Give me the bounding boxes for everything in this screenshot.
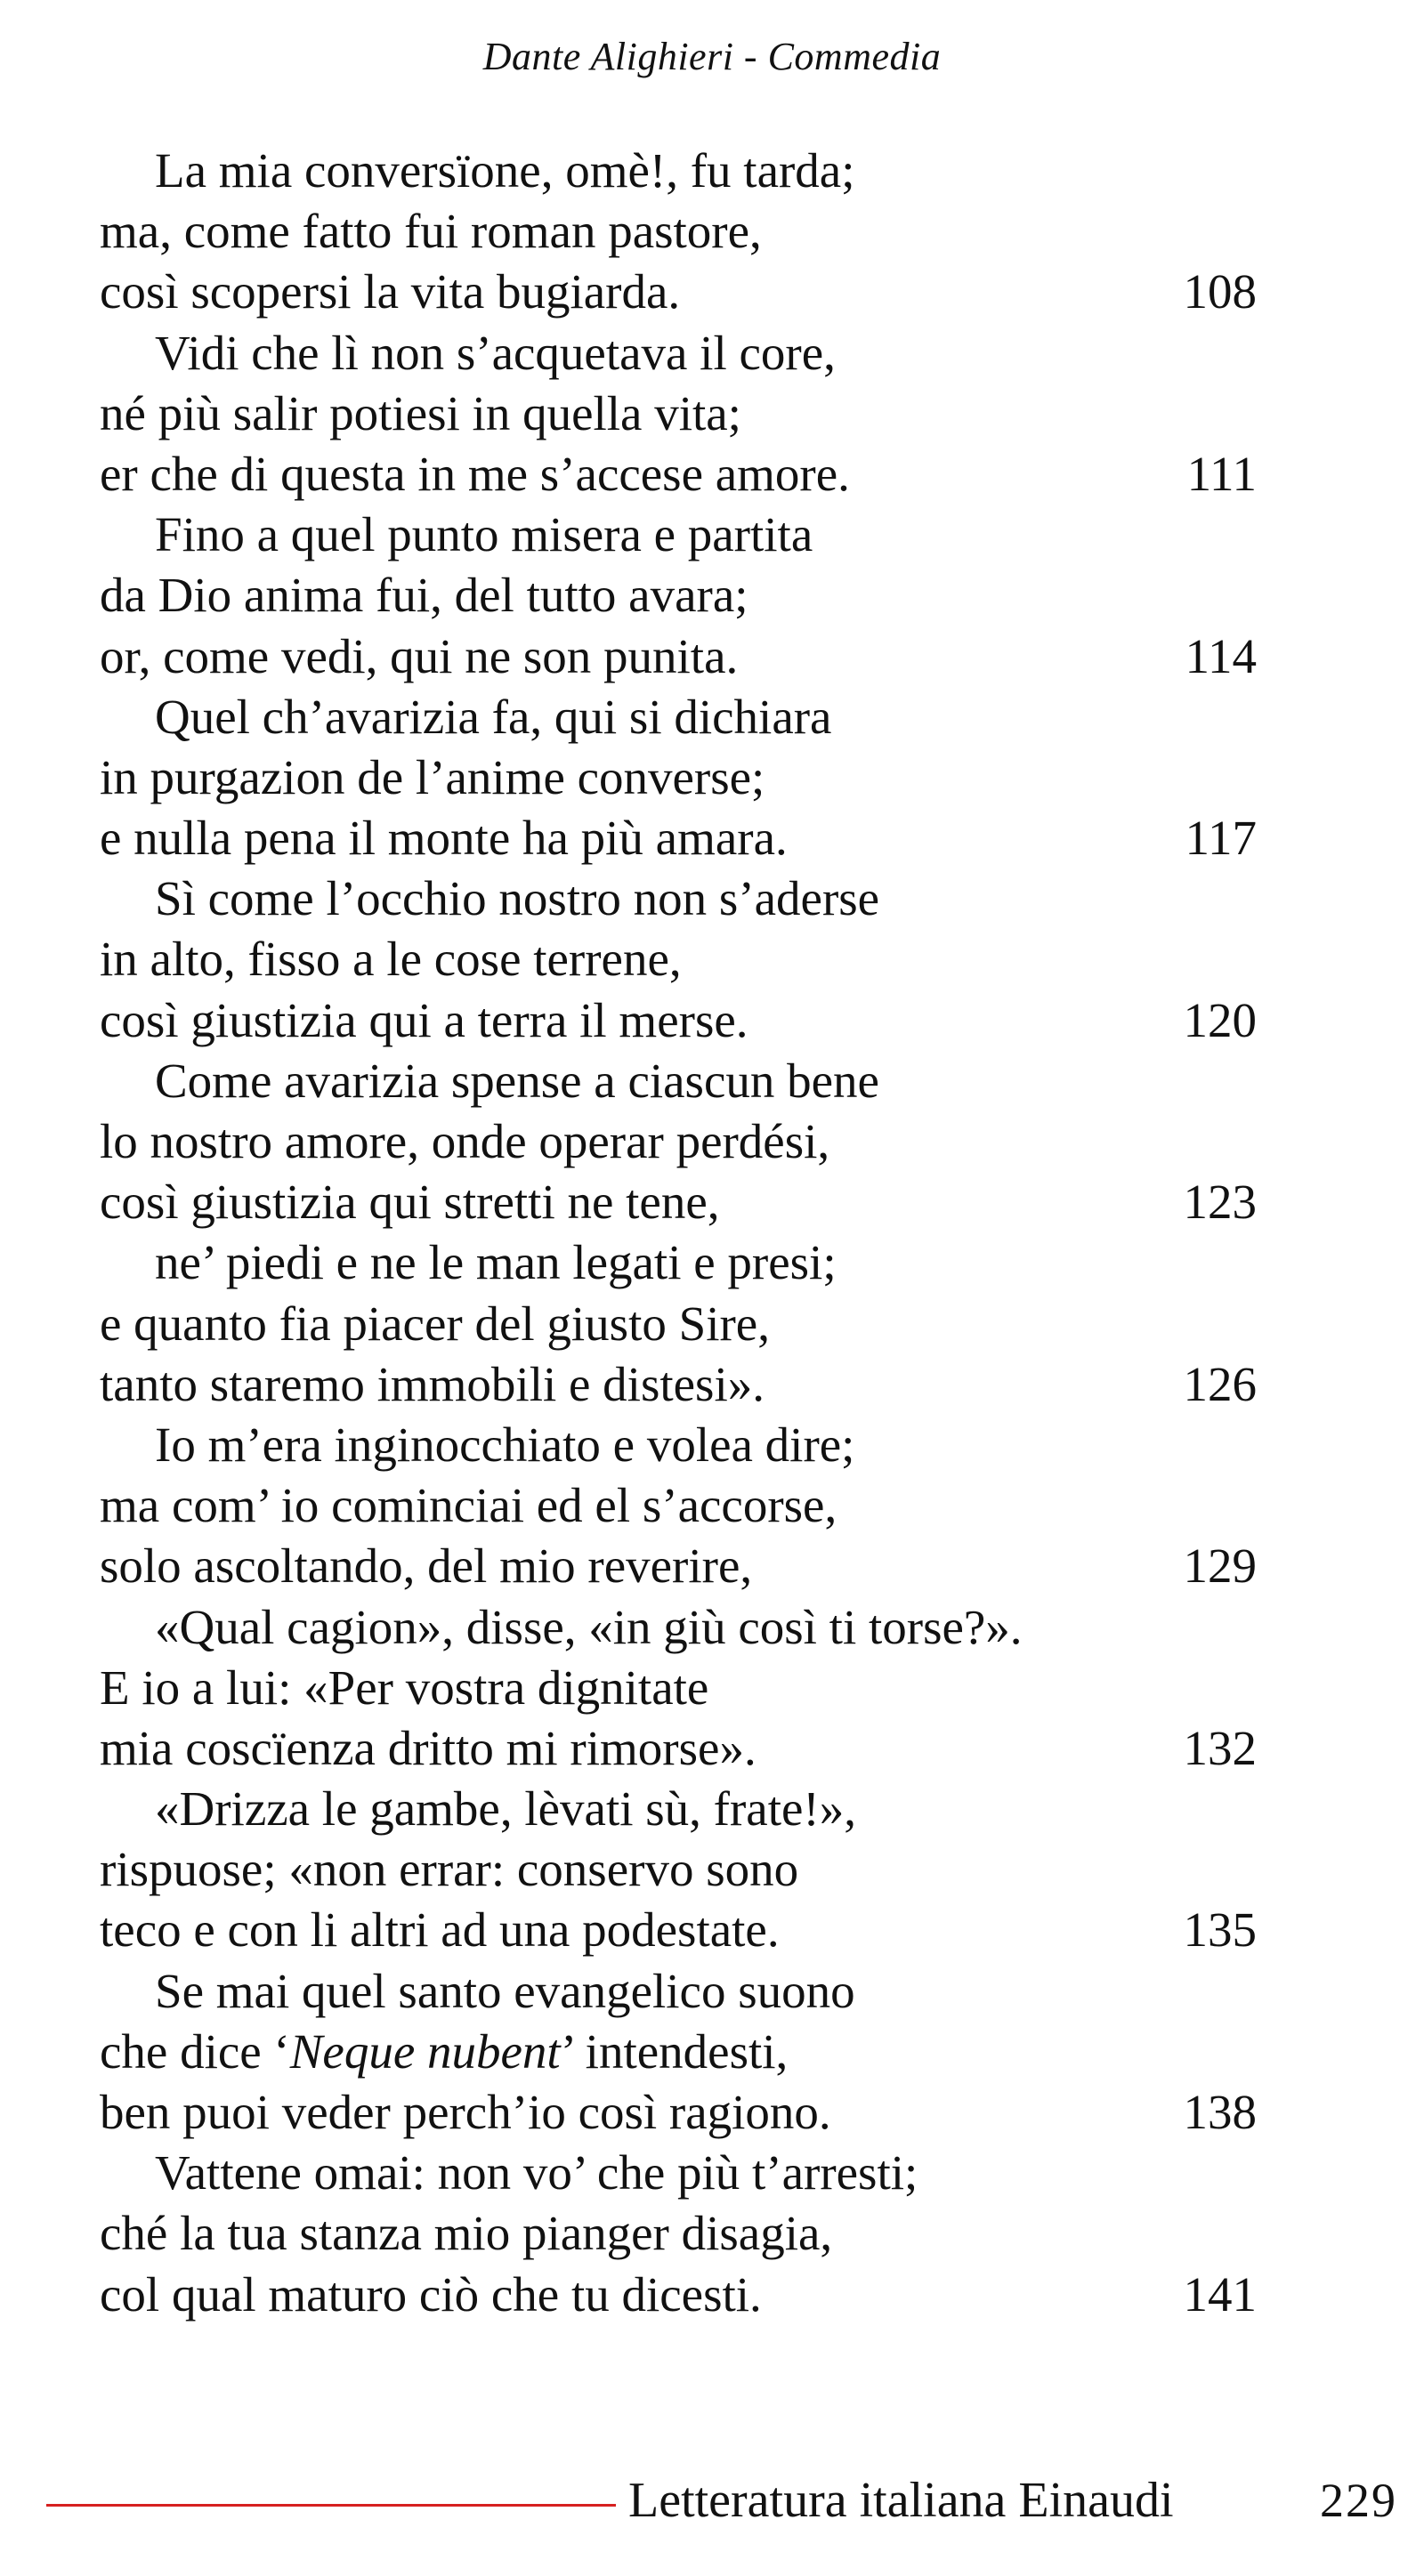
verse-text: Sì come l’occhio nostro non s’aderse	[155, 871, 880, 926]
verse-text: così giustizia qui a terra il merse.	[100, 992, 748, 1047]
verse-text: Fino a quel punto misera e partita	[155, 507, 813, 562]
verse-line	[100, 2082, 1257, 2143]
verse-text: Come avarizia spense a ciascun bene	[155, 1053, 879, 1108]
verse-line	[100, 990, 1257, 1051]
verse-text: in alto, fisso a le cose terrene,	[100, 932, 682, 987]
verse-line	[100, 505, 1257, 565]
verse-number: 117	[1185, 811, 1257, 866]
verse-line	[100, 687, 1257, 747]
verse-text: ma, come fatto fui roman pastore,	[100, 204, 762, 259]
verse-line	[100, 1779, 1257, 1839]
verse-text: ne’ piedi e ne le man legati e presi;	[155, 1235, 837, 1290]
poem-text	[100, 141, 1257, 2325]
verse-line	[100, 1051, 1257, 1111]
verse-line	[100, 1900, 1257, 1960]
verse-line	[100, 1536, 1257, 1596]
verse-line	[100, 565, 1257, 626]
page-footer	[0, 2465, 1424, 2536]
verse-text: lo nostro amore, onde operar perdési,	[100, 1114, 830, 1168]
verse-text: né più salir potiesi in quella vita;	[100, 385, 741, 440]
verse-line	[100, 929, 1257, 989]
verse-text: Se mai quel santo evangelico suono	[155, 1963, 855, 2018]
verse-text: rispuose; «non errar: conservo sono	[100, 1842, 799, 1897]
verse-text: ben puoi veder perch’io così ragiono.	[100, 2085, 831, 2139]
verse-line	[100, 747, 1257, 808]
verse-text: e quanto fia piacer del giusto Sire,	[100, 1296, 770, 1351]
verse-line	[100, 201, 1257, 262]
verse-number: 132	[1183, 1720, 1257, 1775]
verse-line	[100, 384, 1257, 444]
verse-line	[100, 868, 1257, 929]
verse-text: in purgazion de l’anime converse;	[100, 749, 765, 804]
verse-number: 126	[1183, 1356, 1257, 1411]
verse-number: 135	[1183, 1902, 1257, 1958]
verse-line	[100, 1839, 1257, 1900]
verse-line	[100, 1111, 1257, 1172]
verse-line	[100, 626, 1257, 687]
verse-number: 141	[1183, 2266, 1257, 2322]
verse-text: La mia conversïone, omè!, fu tarda;	[155, 143, 855, 198]
verse-text: «Qual cagion», disse, «in giù così ti torse?».	[155, 1599, 1023, 1654]
verse-line	[100, 141, 1257, 201]
verse-text: da Dio anima fui, del tutto avara;	[100, 568, 748, 623]
verse-text: col qual maturo ciò che tu dicesti.	[100, 2266, 762, 2322]
verse-line	[100, 1172, 1257, 1232]
running-header: Dante Alighieri - Commedia	[482, 35, 942, 78]
verse-number: 111	[1186, 446, 1257, 501]
verse-number: 108	[1183, 264, 1257, 319]
verse-text: teco e con li altri ad una podestate.	[100, 1902, 780, 1958]
verse-line	[100, 2265, 1257, 2325]
footer-rule	[46, 2504, 616, 2507]
verse-text: er che di questa in me s’accese amore.	[100, 446, 850, 501]
verse-line	[100, 1658, 1257, 1718]
verse-text: solo ascoltando, del mio reverire,	[100, 1538, 753, 1594]
verse-line	[100, 808, 1257, 868]
verse-line	[100, 1475, 1257, 1536]
verse-line	[100, 323, 1257, 384]
verse-text: che dice ‘Neque nubent’ intendesti,	[100, 2023, 789, 2079]
verse-line	[100, 1961, 1257, 2022]
verse-line	[100, 1597, 1257, 1658]
verse-line	[100, 1415, 1257, 1475]
verse-text: E io a lui: «Per vostra dignitate	[100, 1659, 709, 1715]
verse-text: e nulla pena il monte ha più amara.	[100, 811, 788, 866]
verse-text: Vattene omai: non vo’ che più t’arresti;	[155, 2145, 918, 2201]
verse-text: Io m’era inginocchiato e volea dire;	[155, 1417, 855, 1472]
verse-text: così scopersi la vita bugiarda.	[100, 264, 681, 319]
verse-text: tanto staremo immobili e distesi».	[100, 1356, 765, 1411]
verse-number: 114	[1185, 628, 1257, 683]
verse-line	[100, 1718, 1257, 1779]
verse-line	[100, 444, 1257, 505]
verse-text: ma com’ io cominciai ed el s’accorse,	[100, 1478, 837, 1533]
verse-line	[100, 262, 1257, 322]
verse-line	[100, 2203, 1257, 2264]
verse-text: or, come vedi, qui ne son punita.	[100, 628, 739, 683]
verse-number: 120	[1183, 992, 1257, 1047]
verse-text: Quel ch’avarizia fa, qui si dichiara	[155, 689, 832, 744]
verse-text: così giustizia qui stretti ne tene,	[100, 1175, 720, 1230]
verse-number: 138	[1183, 2085, 1257, 2139]
verse-text: «Drizza le gambe, lèvati sù, frate!»,	[155, 1781, 856, 1837]
verse-line	[100, 1294, 1257, 1354]
verse-text: Vidi che lì non s’acquetava il core,	[155, 325, 836, 380]
page-number: 229	[1320, 2474, 1397, 2527]
verse-number: 129	[1183, 1538, 1257, 1594]
series-title: Letteratura italiana Einaudi	[628, 2473, 1174, 2528]
verse-line	[100, 2143, 1257, 2203]
verse-text: ché la tua stanza mio pianger disagia,	[100, 2206, 833, 2261]
verse-number: 123	[1183, 1175, 1257, 1230]
verse-line	[100, 2022, 1257, 2082]
verse-line	[100, 1232, 1257, 1293]
verse-text: mia coscïenza dritto mi rimorse».	[100, 1720, 756, 1775]
verse-line	[100, 1354, 1257, 1415]
